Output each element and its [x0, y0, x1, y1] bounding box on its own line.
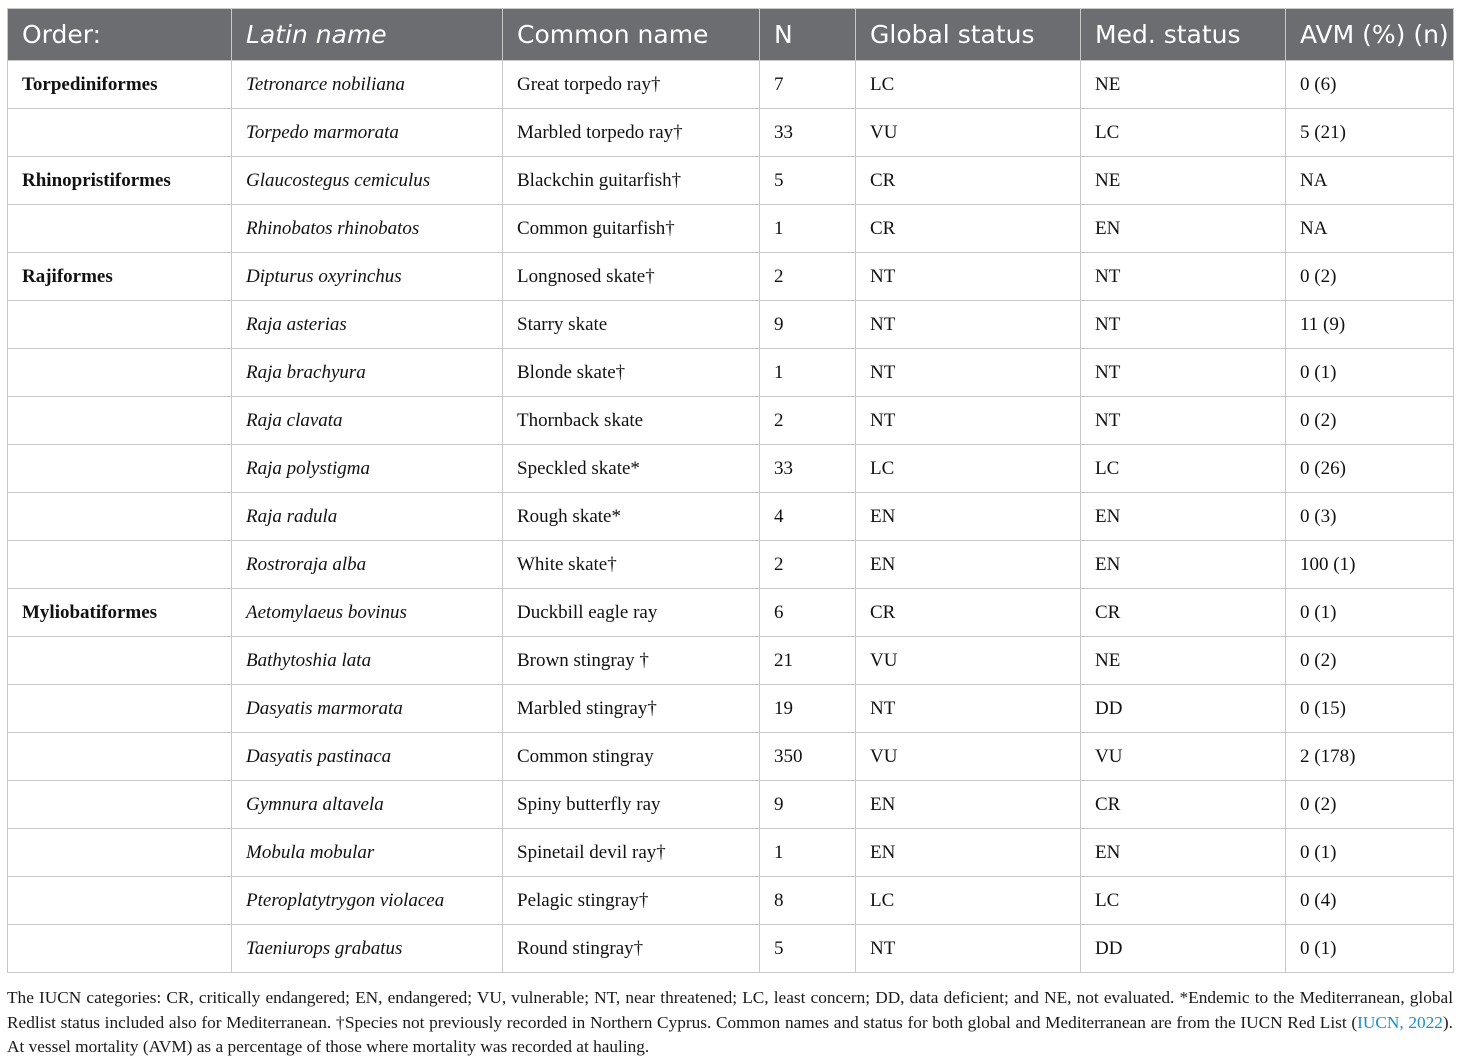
cell-med-status: LC: [1081, 109, 1286, 157]
header-med-status: Med. status: [1081, 9, 1286, 61]
cell-latin-name: Rostroraja alba: [232, 541, 503, 589]
cell-order: [8, 109, 232, 157]
cell-common-name: White skate†: [503, 541, 760, 589]
table-row: [8, 109, 1454, 157]
cell-common-name: Pelagic stingray†: [503, 877, 760, 925]
cell-n: 9: [760, 781, 856, 829]
cell-latin-name: Raja clavata: [232, 397, 503, 445]
cell-global-status: NT: [856, 349, 1081, 397]
table-caption: [7, 986, 1453, 1060]
table-row: [8, 541, 1454, 589]
cell-order: [8, 685, 232, 733]
table-row: [8, 397, 1454, 445]
cell-order: [8, 301, 232, 349]
cell-global-status: NT: [856, 397, 1081, 445]
cell-n: 6: [760, 589, 856, 637]
caption-text-end: ). At vessel mortality (AVM) as a percentage of those where mortality was recorded at hauling.: [7, 1012, 1453, 1056]
cell-latin-name: Pteroplatytrygon violacea: [232, 877, 503, 925]
cell-avm: 0 (26): [1286, 445, 1454, 493]
caption-text-start: The IUCN categories: CR, critically endangered; EN, endangered; VU, vulnerable; NT, near threatened; LC, least concern; DD, data deficient; and NE, not evaluated. *Endemic to the Mediterranean, global Redlist status included also for Mediterranean. †Species not previously recorded in Northern Cyprus. Common names and status for both global and Mediterranean are from the IUCN Red List (: [7, 988, 1453, 1032]
species-table-container: [7, 8, 1453, 973]
cell-med-status: NE: [1081, 157, 1286, 205]
cell-common-name: Marbled torpedo ray†: [503, 109, 760, 157]
cell-avm: 0 (4): [1286, 877, 1454, 925]
cell-latin-name: Aetomylaeus bovinus: [232, 589, 503, 637]
cell-order: [8, 445, 232, 493]
cell-global-status: CR: [856, 205, 1081, 253]
table-row: [8, 877, 1454, 925]
cell-order: [8, 397, 232, 445]
cell-latin-name: Tetronarce nobiliana: [232, 61, 503, 109]
cell-order: [8, 205, 232, 253]
cell-common-name: Rough skate*: [503, 493, 760, 541]
cell-global-status: EN: [856, 829, 1081, 877]
cell-med-status: NT: [1081, 397, 1286, 445]
cell-common-name: Spiny butterfly ray: [503, 781, 760, 829]
cell-order: [8, 541, 232, 589]
cell-n: 4: [760, 493, 856, 541]
cell-order: Torpediniformes: [8, 61, 232, 109]
cell-common-name: Blackchin guitarfish†: [503, 157, 760, 205]
cell-n: 1: [760, 349, 856, 397]
cell-latin-name: Taeniurops grabatus: [232, 925, 503, 973]
cell-global-status: EN: [856, 541, 1081, 589]
cell-latin-name: Glaucostegus cemiculus: [232, 157, 503, 205]
cell-med-status: CR: [1081, 589, 1286, 637]
header-n: N: [760, 9, 856, 61]
cell-med-status: NT: [1081, 253, 1286, 301]
table-row: [8, 61, 1454, 109]
cell-order: [8, 493, 232, 541]
cell-n: 5: [760, 157, 856, 205]
cell-global-status: CR: [856, 589, 1081, 637]
cell-avm: 100 (1): [1286, 541, 1454, 589]
cell-global-status: VU: [856, 733, 1081, 781]
cell-n: 350: [760, 733, 856, 781]
cell-med-status: EN: [1081, 493, 1286, 541]
cell-latin-name: Raja polystigma: [232, 445, 503, 493]
cell-n: 19: [760, 685, 856, 733]
cell-avm: NA: [1286, 205, 1454, 253]
cell-latin-name: Rhinobatos rhinobatos: [232, 205, 503, 253]
cell-latin-name: Gymnura altavela: [232, 781, 503, 829]
cell-n: 21: [760, 637, 856, 685]
cell-avm: 2 (178): [1286, 733, 1454, 781]
cell-order: [8, 349, 232, 397]
cell-n: 8: [760, 877, 856, 925]
cell-order: Myliobatiformes: [8, 589, 232, 637]
cell-n: 33: [760, 109, 856, 157]
table-body: [8, 61, 1454, 973]
cell-n: 9: [760, 301, 856, 349]
cell-latin-name: Dipturus oxyrinchus: [232, 253, 503, 301]
cell-med-status: EN: [1081, 205, 1286, 253]
header-global-status: Global status: [856, 9, 1081, 61]
cell-global-status: NT: [856, 685, 1081, 733]
cell-common-name: Spinetail devil ray†: [503, 829, 760, 877]
cell-common-name: Round stingray†: [503, 925, 760, 973]
table-row: [8, 925, 1454, 973]
table-row: [8, 829, 1454, 877]
cell-med-status: LC: [1081, 445, 1286, 493]
cell-avm: 0 (1): [1286, 829, 1454, 877]
cell-order: [8, 829, 232, 877]
header-common-name: Common name: [503, 9, 760, 61]
cell-avm: 0 (2): [1286, 781, 1454, 829]
cell-n: 2: [760, 541, 856, 589]
cell-global-status: CR: [856, 157, 1081, 205]
cell-common-name: Common guitarfish†: [503, 205, 760, 253]
cell-med-status: VU: [1081, 733, 1286, 781]
cell-global-status: EN: [856, 493, 1081, 541]
cell-latin-name: Torpedo marmorata: [232, 109, 503, 157]
cell-global-status: LC: [856, 877, 1081, 925]
cell-avm: 0 (2): [1286, 253, 1454, 301]
cell-avm: 0 (1): [1286, 349, 1454, 397]
cell-n: 1: [760, 829, 856, 877]
cell-med-status: DD: [1081, 685, 1286, 733]
cell-global-status: NT: [856, 253, 1081, 301]
cell-latin-name: Raja brachyura: [232, 349, 503, 397]
cell-order: [8, 877, 232, 925]
table-row: [8, 445, 1454, 493]
cell-n: 1: [760, 205, 856, 253]
cell-common-name: Common stingray: [503, 733, 760, 781]
cell-avm: 0 (3): [1286, 493, 1454, 541]
cell-order: Rajiformes: [8, 253, 232, 301]
header-latin-name: Latin name: [232, 9, 503, 61]
cell-med-status: EN: [1081, 541, 1286, 589]
cell-order: [8, 637, 232, 685]
cell-latin-name: Dasyatis marmorata: [232, 685, 503, 733]
table-row: [8, 637, 1454, 685]
table-row: [8, 205, 1454, 253]
cell-latin-name: Dasyatis pastinaca: [232, 733, 503, 781]
cell-common-name: Brown stingray †: [503, 637, 760, 685]
cell-latin-name: Raja radula: [232, 493, 503, 541]
cell-common-name: Blonde skate†: [503, 349, 760, 397]
cell-order: [8, 925, 232, 973]
cell-avm: 11 (9): [1286, 301, 1454, 349]
table-row: [8, 685, 1454, 733]
cell-common-name: Longnosed skate†: [503, 253, 760, 301]
cell-latin-name: Raja asterias: [232, 301, 503, 349]
cell-med-status: NT: [1081, 301, 1286, 349]
cell-n: 7: [760, 61, 856, 109]
cell-n: 2: [760, 397, 856, 445]
header-avm: AVM (%) (n): [1286, 9, 1454, 61]
cell-common-name: Speckled skate*: [503, 445, 760, 493]
cell-global-status: EN: [856, 781, 1081, 829]
cell-n: 33: [760, 445, 856, 493]
cell-common-name: Duckbill eagle ray: [503, 589, 760, 637]
cell-global-status: NT: [856, 925, 1081, 973]
cell-med-status: NT: [1081, 349, 1286, 397]
cell-avm: 0 (2): [1286, 397, 1454, 445]
cell-med-status: EN: [1081, 829, 1286, 877]
cell-avm: 5 (21): [1286, 109, 1454, 157]
cell-avm: 0 (1): [1286, 589, 1454, 637]
cell-avm: NA: [1286, 157, 1454, 205]
table-row: [8, 253, 1454, 301]
cell-latin-name: Mobula mobular: [232, 829, 503, 877]
header-row: [8, 9, 1454, 61]
cell-avm: 0 (2): [1286, 637, 1454, 685]
header-order: Order:: [8, 9, 232, 61]
cell-n: 2: [760, 253, 856, 301]
table-row: [8, 157, 1454, 205]
cell-avm: 0 (15): [1286, 685, 1454, 733]
cell-common-name: Starry skate: [503, 301, 760, 349]
cell-global-status: LC: [856, 61, 1081, 109]
cell-latin-name: Bathytoshia lata: [232, 637, 503, 685]
cell-avm: 0 (1): [1286, 925, 1454, 973]
cell-med-status: CR: [1081, 781, 1286, 829]
cell-global-status: VU: [856, 109, 1081, 157]
table-row: [8, 589, 1454, 637]
table-row: [8, 493, 1454, 541]
cell-n: 5: [760, 925, 856, 973]
table-row: [8, 301, 1454, 349]
cell-order: [8, 733, 232, 781]
cell-med-status: DD: [1081, 925, 1286, 973]
cell-global-status: LC: [856, 445, 1081, 493]
cell-global-status: VU: [856, 637, 1081, 685]
species-table: [7, 8, 1454, 973]
cell-med-status: LC: [1081, 877, 1286, 925]
cell-med-status: NE: [1081, 637, 1286, 685]
table-row: [8, 349, 1454, 397]
cell-common-name: Great torpedo ray†: [503, 61, 760, 109]
cell-global-status: NT: [856, 301, 1081, 349]
cell-order: [8, 781, 232, 829]
cell-order: Rhinopristiformes: [8, 157, 232, 205]
table-header: [8, 9, 1454, 61]
cell-med-status: NE: [1081, 61, 1286, 109]
cell-common-name: Marbled stingray†: [503, 685, 760, 733]
cell-common-name: Thornback skate: [503, 397, 760, 445]
cell-avm: 0 (6): [1286, 61, 1454, 109]
table-row: [8, 781, 1454, 829]
table-row: [8, 733, 1454, 781]
citation-link[interactable]: IUCN, 2022: [1357, 1012, 1443, 1032]
